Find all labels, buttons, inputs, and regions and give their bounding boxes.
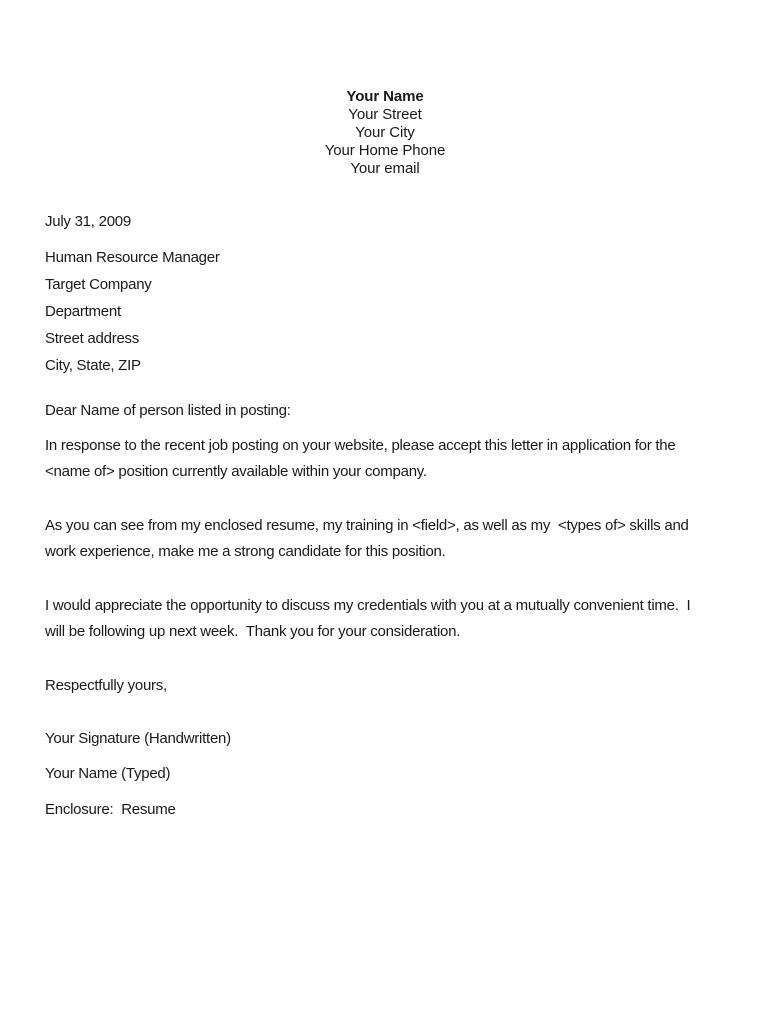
sender-street: Your Street (348, 106, 422, 123)
recipient-title: Human Resource Manager (45, 249, 220, 266)
paragraph-line: I would appreciate the opportunity to discuss my credentials with you at a mutually convenient time. I (45, 597, 691, 614)
paragraph-line: work experience, make me a strong candidate for this position. (45, 543, 446, 560)
letter-body (45, 209, 726, 823)
typed-name-line: Your Name (Typed) (45, 765, 171, 782)
paragraph-line: In response to the recent job posting on your website, please accept this letter in application for the (45, 437, 676, 454)
salutation: Dear Name of person listed in posting: (45, 402, 291, 419)
sender-city: Your City (355, 124, 415, 141)
paragraph-line: <name of> position currently available within your company. (45, 463, 427, 480)
recipient-address-block (45, 245, 726, 379)
sender-email: Your email (350, 160, 420, 177)
recipient-department: Department (45, 303, 121, 320)
closing-line: Respectfully yours, (45, 677, 167, 694)
recipient-street: Street address (45, 330, 140, 347)
body-paragraph (45, 433, 726, 485)
body-paragraph (45, 593, 726, 645)
enclosure-line: Enclosure: Resume (45, 801, 176, 818)
signature-line: Your Signature (Handwritten) (45, 730, 231, 747)
sender-address-block (0, 0, 770, 178)
recipient-company: Target Company (45, 276, 152, 293)
paragraph-line: will be following up next week. Thank you for your consideration. (45, 623, 461, 640)
date-line: July 31, 2009 (45, 213, 131, 230)
paragraph-line: As you can see from my enclosed resume, my training in <field>, as well as my <types of> skills and (45, 517, 689, 534)
body-paragraph (45, 513, 726, 565)
sender-phone: Your Home Phone (324, 142, 446, 159)
sender-name: Your Name (346, 88, 424, 105)
recipient-city-state-zip: City, State, ZIP (45, 357, 141, 374)
